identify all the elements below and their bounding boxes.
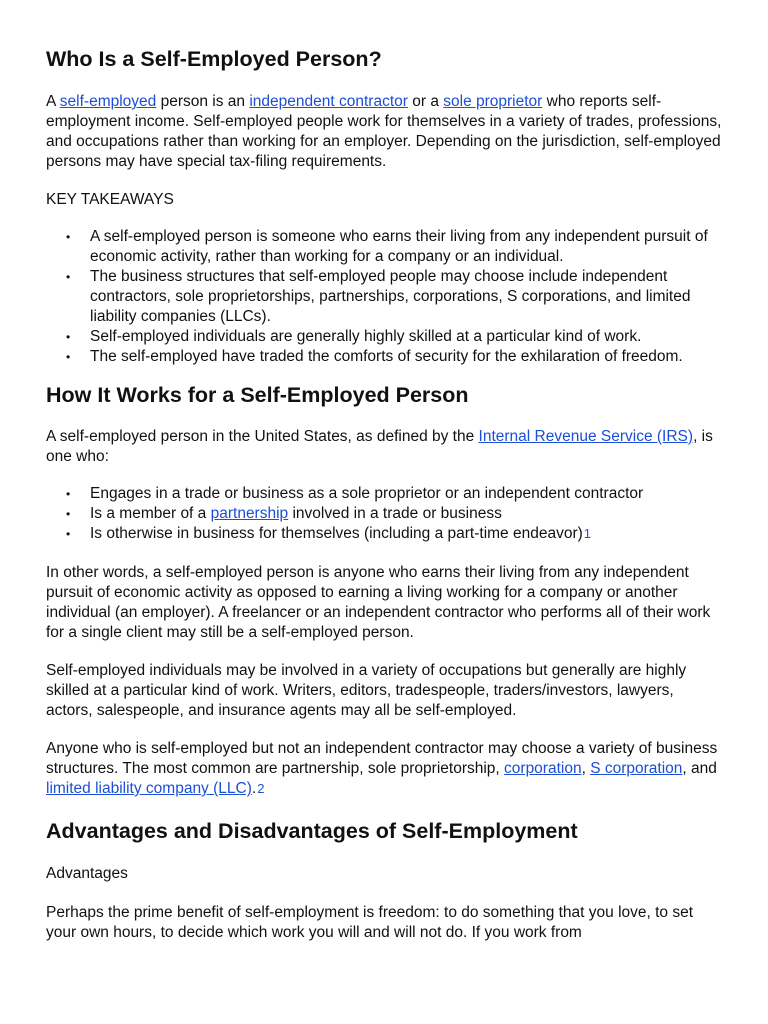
link-sole-proprietor[interactable]: sole proprietor bbox=[443, 93, 543, 110]
intro-paragraph bbox=[46, 92, 722, 172]
list-item bbox=[46, 484, 722, 504]
takeaway-text: Self-employed individuals are generally highly skilled at a particular kind of work. bbox=[90, 328, 642, 345]
prime-benefit-paragraph: Perhaps the prime benefit of self-employment is freedom: to do something that you love, to set your own hours, to decide which work you will and will not do. If you work from bbox=[46, 904, 694, 941]
business-structures-paragraph bbox=[46, 739, 722, 799]
link-s-corporation[interactable]: S corporation bbox=[590, 760, 683, 777]
link-self-employed[interactable]: self-employed bbox=[59, 93, 157, 110]
link-independent-contractor[interactable]: independent contractor bbox=[249, 93, 408, 110]
irs-criteria-list bbox=[46, 484, 722, 544]
heading-who-is-self-employed: Who Is a Self-Employed Person? bbox=[46, 47, 382, 71]
takeaway-text: The business structures that self-employed people may choose include independent contractors, sole proprietorships, partnerships, corporations, S corporations, and limited liability companies (LLCs). bbox=[90, 268, 691, 325]
takeaway-text: A self-employed person is someone who earns their living from any independent pursuit of economic activity, rather than working for a company or an individual. bbox=[90, 228, 708, 265]
link-irs[interactable]: Internal Revenue Service (IRS) bbox=[478, 428, 694, 445]
structures-text-4: . bbox=[251, 780, 257, 797]
footnote-1-link[interactable]: 1 bbox=[583, 526, 592, 541]
key-takeaways-label: KEY TAKEAWAYS bbox=[46, 191, 174, 208]
intro-text-1: A bbox=[46, 93, 60, 110]
intro-text-2: person is an bbox=[156, 93, 250, 110]
structures-text-2: , bbox=[581, 760, 591, 777]
list-item bbox=[46, 347, 722, 367]
footnote-2-link[interactable]: 2 bbox=[257, 781, 265, 796]
list-item bbox=[46, 327, 722, 347]
criteria-text: involved in a trade or business bbox=[288, 505, 502, 522]
intro-text-4: who reports self-employment income. Self-employed people work for themselves in a variety of trades, professions, and occupations rather than working for an employer. Depending on the jurisdiction, self-employed persons may have special tax-filing requirements. bbox=[46, 93, 722, 170]
bullet-icon: • bbox=[66, 507, 71, 521]
list-item bbox=[46, 227, 722, 267]
bullet-icon: • bbox=[66, 487, 71, 501]
structures-text-1: Anyone who is self-employed but not an independent contractor may choose a variety of business structures. The most common are partnership, sole proprietorship, bbox=[46, 740, 718, 777]
bullet-icon: • bbox=[66, 527, 71, 541]
link-corporation[interactable]: corporation bbox=[504, 760, 582, 777]
other-words-paragraph: In other words, a self-employed person is anyone who earns their living from any independent pursuit of economic activity as opposed to earning a living working for a company or another individual (an employer). A freelancer or an independent contractor who performs all of their work for a single client may still be a self-employed person. bbox=[46, 564, 711, 641]
irs-text-2: , is one who: bbox=[46, 428, 713, 465]
criteria-text: Is otherwise in business for themselves (including a part-time endeavor) bbox=[90, 525, 583, 542]
link-llc[interactable]: limited liability company (LLC) bbox=[46, 780, 252, 797]
bullet-icon: • bbox=[66, 350, 71, 364]
criteria-text: Engages in a trade or business as a sole proprietor or an independent contractor bbox=[90, 485, 644, 502]
bullet-icon: • bbox=[66, 230, 71, 244]
occupations-paragraph: Self-employed individuals may be involved in a variety of occupations but generally are highly skilled at a particular kind of work. Writers, editors, tradespeople, traders/investors, lawyers, actors, salespeople, and insurance agents may all be self-employed. bbox=[46, 662, 687, 719]
structures-text-3: , and bbox=[682, 760, 717, 777]
heading-advantages-disadvantages: Advantages and Disadvantages of Self-Employment bbox=[46, 819, 578, 843]
heading-how-it-works: How It Works for a Self-Employed Person bbox=[46, 383, 469, 407]
bullet-icon: • bbox=[66, 330, 71, 344]
list-item bbox=[46, 504, 722, 524]
list-item bbox=[46, 267, 722, 327]
irs-definition-paragraph bbox=[46, 427, 722, 467]
irs-text-1: A self-employed person in the United States, as defined by the bbox=[46, 428, 479, 445]
bullet-icon: • bbox=[66, 270, 71, 284]
takeaway-text: The self-employed have traded the comforts of security for the exhilaration of freedom. bbox=[90, 348, 683, 365]
advantages-label: Advantages bbox=[46, 865, 128, 882]
criteria-text: Is a member of a bbox=[90, 505, 211, 522]
intro-text-3: or a bbox=[407, 93, 444, 110]
key-takeaways-list bbox=[46, 227, 722, 367]
link-partnership[interactable]: partnership bbox=[210, 505, 289, 522]
list-item bbox=[46, 524, 722, 544]
